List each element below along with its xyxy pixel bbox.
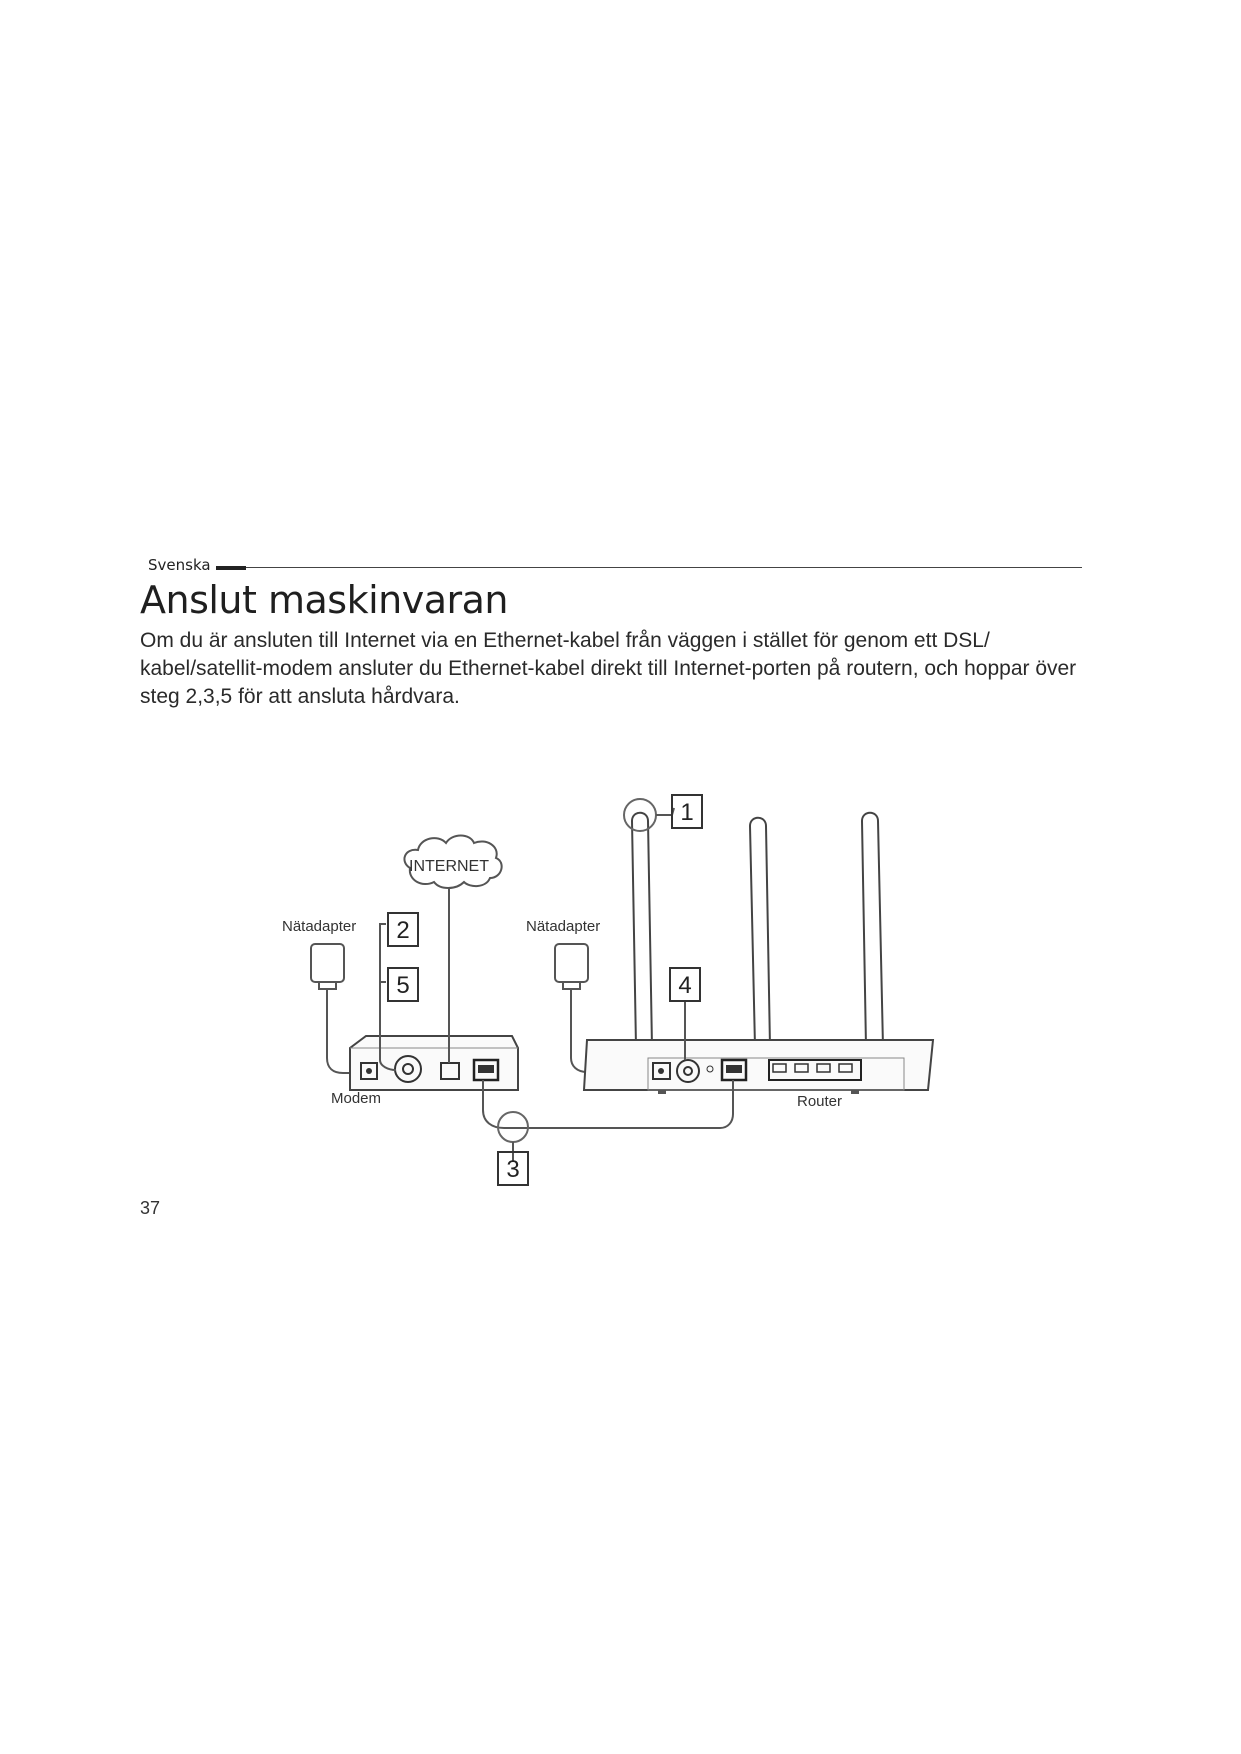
router-antennas [632, 813, 883, 1047]
step-2-number: 2 [396, 917, 410, 944]
step-1-number: 1 [680, 799, 694, 826]
intro-paragraph: Om du är ansluten till Internet via en Ethernet-kabel från väggen i stället för genom ett DSL/ kabel/satellit-modem ansluter du Ethernet-kabel direkt till Internet-porten på routern, och hoppar över steg 2,3,5 för att ansluta hårdvara. [140, 629, 1077, 708]
step-1-marker-circle [624, 799, 656, 831]
router [584, 1040, 933, 1094]
step-4-number: 4 [678, 972, 692, 999]
modem-label: Modem [331, 1090, 382, 1107]
router-label: Router [797, 1093, 843, 1110]
step-3-number: 3 [506, 1156, 520, 1183]
step-5-number: 5 [396, 972, 410, 999]
section-language-label: Svenska [148, 556, 211, 574]
modem [350, 1036, 518, 1090]
internet-label: INTERNET [409, 858, 489, 875]
left-adapter-label: Nätadapter [282, 918, 357, 935]
right-adapter-label: Nätadapter [526, 918, 601, 935]
page-number: 37 [140, 1198, 161, 1218]
page-title: Anslut maskinvaran [140, 578, 509, 622]
